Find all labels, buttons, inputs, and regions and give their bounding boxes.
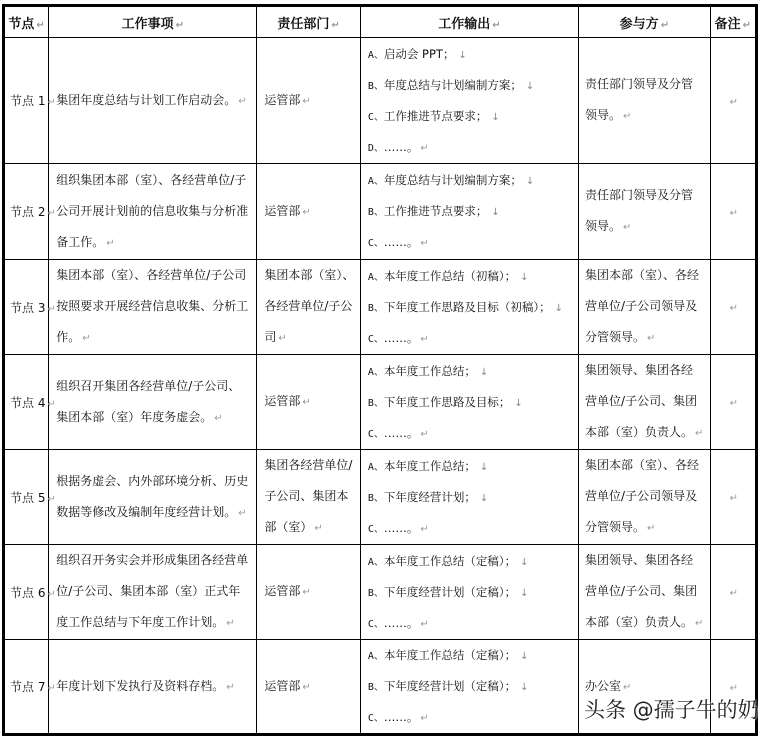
task-cell: 组织集团本部（室）、各经营单位/子公司开展计划前的信息收集与分析准备工作。 ↵ bbox=[49, 164, 257, 260]
output-item bbox=[368, 640, 574, 671]
paragraph-mark-icon: ↵ bbox=[623, 222, 632, 233]
paragraph-mark-icon: ↵ bbox=[175, 19, 184, 31]
output-item bbox=[368, 546, 574, 577]
paragraph-mark-icon: ↵ bbox=[47, 398, 56, 410]
header-note: 备注 ↵ bbox=[710, 6, 756, 38]
paragraph-mark-icon: ↵ bbox=[238, 95, 247, 107]
header-row bbox=[4, 6, 757, 38]
line-break-mark-icon: ↓ bbox=[479, 366, 489, 378]
node-cell: 节点 4 ↵ bbox=[4, 355, 49, 450]
paragraph-mark-icon: ↵ bbox=[647, 523, 656, 534]
task-cell: 组织召开务实会并形成集团各经营单位/子公司、集团本部（室）正式年度工作总结与下年度工作计划。 ↵ bbox=[49, 545, 257, 640]
paragraph-mark-icon: ↵ bbox=[623, 111, 632, 122]
paragraph-mark-icon: ↵ bbox=[47, 588, 56, 600]
output-cell bbox=[360, 164, 578, 260]
task-cell: 根据务虚会、内外部环境分析、历史数据等修改及编制年度经营计划。 ↵ bbox=[49, 450, 257, 545]
paragraph-mark-icon: ↵ bbox=[420, 618, 429, 630]
output-item-text: 下年度工作思路及目标（初稿）； bbox=[383, 299, 551, 314]
output-item-text: 工作推进节点要求； bbox=[383, 204, 488, 218]
table-row bbox=[4, 545, 757, 640]
node-cell: 节点 2 ↵ bbox=[4, 164, 49, 260]
output-item-text: ……。 bbox=[383, 615, 419, 630]
paragraph-mark-icon: ↵ bbox=[420, 713, 429, 724]
output-cell bbox=[360, 640, 578, 735]
table-row bbox=[4, 450, 757, 545]
line-break-mark-icon: ↓ bbox=[514, 397, 523, 409]
note-cell bbox=[710, 450, 756, 545]
paragraph-mark-icon: ↵ bbox=[695, 618, 704, 629]
output-item-text: 下年度经营计划（定稿）； bbox=[383, 584, 517, 599]
paragraph-mark-icon: ↵ bbox=[420, 142, 429, 154]
paragraph-mark-icon: ↵ bbox=[302, 681, 311, 693]
output-item bbox=[368, 451, 574, 482]
output-item bbox=[368, 671, 574, 702]
paragraph-mark-icon: ↵ bbox=[623, 681, 632, 693]
paragraph-mark-icon: ↵ bbox=[47, 303, 56, 315]
node-cell: 节点 1 ↵ bbox=[4, 38, 49, 164]
task-cell: 集团年度总结与计划工作启动会。 ↵ bbox=[49, 38, 257, 164]
line-break-mark-icon: ↓ bbox=[525, 176, 535, 187]
dept-cell: 运管部 ↵ bbox=[257, 38, 361, 164]
output-item bbox=[368, 482, 574, 513]
paragraph-mark-icon: ↵ bbox=[729, 398, 739, 409]
output-item-text: ……。 bbox=[383, 710, 419, 724]
paragraph-mark-icon: ↵ bbox=[226, 618, 235, 629]
dept-cell: 运管部 ↵ bbox=[257, 640, 361, 735]
work-plan-table bbox=[2, 4, 758, 736]
output-cell bbox=[360, 545, 578, 640]
paragraph-mark-icon: ↵ bbox=[695, 428, 704, 439]
output-item-text: ……。 bbox=[383, 330, 419, 345]
output-item-letter: A、 bbox=[367, 271, 384, 283]
header-dept: 责任部门 ↵ bbox=[257, 6, 361, 38]
output-item-letter: A、 bbox=[367, 176, 384, 187]
output-item-text: 本年度工作总结； bbox=[383, 458, 476, 473]
paragraph-mark-icon: ↵ bbox=[36, 19, 45, 31]
output-item bbox=[368, 577, 574, 608]
output-item-letter: B、 bbox=[367, 302, 384, 314]
paragraph-mark-icon: ↵ bbox=[226, 681, 235, 693]
line-break-mark-icon: ↓ bbox=[520, 587, 529, 599]
line-break-mark-icon: ↓ bbox=[554, 302, 564, 314]
paragraph-mark-icon: ↵ bbox=[420, 333, 429, 345]
table-row bbox=[4, 355, 757, 450]
output-item-text: 工作推进节点要求； bbox=[383, 108, 488, 123]
note-cell bbox=[710, 38, 756, 164]
output-item bbox=[368, 39, 574, 70]
node-cell: 节点 3 ↵ bbox=[4, 260, 49, 355]
output-item bbox=[368, 101, 574, 132]
line-break-mark-icon: ↓ bbox=[479, 492, 489, 504]
output-item bbox=[368, 132, 574, 163]
paragraph-mark-icon: ↵ bbox=[331, 19, 340, 31]
paragraph-mark-icon: ↵ bbox=[729, 207, 739, 219]
participants-cell: 责任部门领导及分管领导。 ↵ bbox=[579, 164, 711, 260]
paragraph-mark-icon: ↵ bbox=[238, 507, 247, 519]
paragraph-mark-icon: ↵ bbox=[492, 19, 501, 31]
node-cell: 节点 5 ↵ bbox=[4, 450, 49, 545]
line-break-mark-icon: ↓ bbox=[491, 111, 500, 123]
table-row bbox=[4, 164, 757, 260]
note-cell bbox=[710, 260, 756, 355]
node-cell: 节点 7 ↵ bbox=[4, 640, 49, 735]
paragraph-mark-icon: ↵ bbox=[647, 333, 656, 344]
output-item-letter: C、 bbox=[367, 333, 384, 345]
paragraph-mark-icon: ↵ bbox=[420, 523, 429, 535]
table-row bbox=[4, 260, 757, 355]
paragraph-mark-icon: ↵ bbox=[729, 303, 739, 314]
output-item-letter: B、 bbox=[367, 492, 384, 504]
output-cell bbox=[360, 38, 578, 164]
output-item-letter: A、 bbox=[367, 651, 384, 662]
line-break-mark-icon: ↓ bbox=[525, 80, 535, 92]
output-item-letter: D、 bbox=[367, 142, 384, 154]
output-item-letter: C、 bbox=[367, 618, 384, 630]
task-cell: 集团本部（室）、各经营单位/子公司按照要求开展经营信息收集、分析工作。 ↵ bbox=[49, 260, 257, 355]
output-item-text: ……。 bbox=[383, 235, 419, 249]
participants-cell: 责任部门领导及分管领导。 ↵ bbox=[579, 38, 711, 164]
line-break-mark-icon: ↓ bbox=[520, 651, 529, 662]
output-cell bbox=[360, 450, 578, 545]
output-item-letter: A、 bbox=[367, 49, 384, 61]
line-break-mark-icon: ↓ bbox=[479, 461, 489, 473]
note-cell bbox=[710, 545, 756, 640]
node-cell: 节点 6 ↵ bbox=[4, 545, 49, 640]
task-cell: 组织召开集团各经营单位/子公司、集团本部（室）年度务虚会。 ↵ bbox=[49, 355, 257, 450]
paragraph-mark-icon: ↵ bbox=[82, 333, 91, 344]
paragraph-mark-icon: ↵ bbox=[729, 493, 739, 504]
output-item-text: 本年度工作总结（初稿）； bbox=[383, 268, 517, 283]
output-item-text: 年度总结与计划编制方案； bbox=[383, 173, 522, 187]
line-break-mark-icon: ↓ bbox=[458, 49, 467, 61]
paragraph-mark-icon: ↵ bbox=[47, 493, 56, 505]
output-item bbox=[368, 356, 574, 387]
paragraph-mark-icon: ↵ bbox=[729, 682, 739, 694]
note-cell bbox=[710, 164, 756, 260]
paragraph-mark-icon: ↵ bbox=[106, 237, 115, 249]
output-item-text: 下年度经营计划； bbox=[383, 489, 476, 504]
output-item bbox=[368, 70, 574, 101]
paragraph-mark-icon: ↵ bbox=[302, 397, 311, 408]
output-item bbox=[368, 196, 574, 227]
dept-cell: 集团各经营单位/子公司、集团本部（室） ↵ bbox=[257, 450, 361, 545]
line-break-mark-icon: ↓ bbox=[520, 271, 529, 283]
output-item-letter: A、 bbox=[367, 556, 384, 568]
watermark: 头条 @孺子牛的奶 bbox=[584, 698, 759, 722]
output-item-text: 下年度工作思路及目标； bbox=[383, 394, 511, 409]
table-body bbox=[4, 38, 757, 735]
note-cell bbox=[710, 355, 756, 450]
paragraph-mark-icon: ↵ bbox=[47, 683, 56, 694]
paragraph-mark-icon: ↵ bbox=[302, 206, 311, 218]
output-item-letter: C、 bbox=[367, 713, 384, 724]
participants-cell: 集团领导、集团各经营单位/子公司、集团本部（室）负责人。 ↵ bbox=[579, 355, 711, 450]
header-participants: 参与方 ↵ bbox=[579, 6, 711, 38]
output-item bbox=[368, 513, 574, 544]
paragraph-mark-icon: ↵ bbox=[314, 523, 323, 534]
output-cell bbox=[360, 355, 578, 450]
header-node: 节点 ↵ bbox=[4, 6, 49, 38]
output-item bbox=[368, 323, 574, 354]
paragraph-mark-icon: ↵ bbox=[214, 412, 223, 424]
output-item-text: 年度总结与计划编制方案； bbox=[383, 77, 522, 92]
output-item bbox=[368, 418, 574, 449]
dept-cell: 运管部 ↵ bbox=[257, 355, 361, 450]
line-break-mark-icon: ↓ bbox=[491, 207, 500, 218]
paragraph-mark-icon: ↵ bbox=[742, 19, 752, 31]
output-item-letter: B、 bbox=[367, 207, 384, 218]
output-item-letter: B、 bbox=[367, 682, 384, 693]
header-task: 工作事项 ↵ bbox=[49, 6, 257, 38]
paragraph-mark-icon: ↵ bbox=[420, 238, 429, 249]
line-break-mark-icon: ↓ bbox=[520, 556, 529, 568]
output-item-letter: C、 bbox=[367, 111, 384, 123]
paragraph-mark-icon: ↵ bbox=[47, 208, 56, 219]
output-item-letter: C、 bbox=[367, 238, 384, 249]
output-item-text: ……。 bbox=[383, 425, 419, 440]
task-cell: 年度计划下发执行及资料存档。 ↵ bbox=[49, 640, 257, 735]
output-item bbox=[368, 702, 574, 733]
participants-cell: 集团领导、集团各经营单位/子公司、集团本部（室）负责人。 ↵ bbox=[579, 545, 711, 640]
output-item-letter: A、 bbox=[367, 366, 384, 378]
output-item-letter: B、 bbox=[367, 80, 384, 92]
output-cell bbox=[360, 260, 578, 355]
output-item-letter: C、 bbox=[367, 428, 384, 440]
participants-cell: 集团本部（室）、各经营单位/子公司领导及分管领导。 ↵ bbox=[579, 260, 711, 355]
paragraph-mark-icon: ↵ bbox=[47, 97, 56, 108]
dept-cell: 集团本部（室）、各经营单位/子公司 ↵ bbox=[257, 260, 361, 355]
output-item-text: 启动会 PPT； bbox=[383, 46, 455, 61]
participants-cell: 办公室 ↵ bbox=[579, 640, 711, 735]
output-item bbox=[368, 608, 574, 639]
dept-cell: 运管部 ↵ bbox=[257, 545, 361, 640]
paragraph-mark-icon: ↵ bbox=[660, 19, 670, 31]
output-item-text: 下年度经营计划（定稿）； bbox=[383, 679, 517, 693]
output-item bbox=[368, 292, 574, 323]
table-row bbox=[4, 38, 757, 164]
output-item-letter: A、 bbox=[367, 461, 384, 473]
output-item-text: ……。 bbox=[383, 520, 419, 535]
output-item bbox=[368, 227, 574, 258]
line-break-mark-icon: ↓ bbox=[520, 682, 529, 693]
output-item bbox=[368, 387, 574, 418]
paragraph-mark-icon: ↵ bbox=[278, 333, 287, 344]
output-item-letter: B、 bbox=[367, 587, 384, 599]
output-item-letter: B、 bbox=[367, 397, 384, 409]
participants-cell: 集团本部（室）、各经营单位/子公司领导及分管领导。 ↵ bbox=[579, 450, 711, 545]
output-item-text: 本年度工作总结（定稿）； bbox=[383, 648, 517, 662]
dept-cell: 运管部 ↵ bbox=[257, 164, 361, 260]
output-item-text: 本年度工作总结； bbox=[383, 363, 476, 378]
paragraph-mark-icon: ↵ bbox=[729, 96, 739, 108]
output-item bbox=[368, 165, 574, 196]
paragraph-mark-icon: ↵ bbox=[420, 428, 429, 440]
header-output: 工作输出 ↵ bbox=[360, 6, 578, 38]
paragraph-mark-icon: ↵ bbox=[729, 588, 739, 599]
output-item-text: ……。 bbox=[383, 139, 419, 154]
output-item-text: 本年度工作总结（定稿）； bbox=[383, 553, 517, 568]
paragraph-mark-icon: ↵ bbox=[302, 95, 311, 107]
output-item-letter: C、 bbox=[367, 523, 384, 535]
output-item bbox=[368, 261, 574, 292]
paragraph-mark-icon: ↵ bbox=[302, 587, 311, 598]
